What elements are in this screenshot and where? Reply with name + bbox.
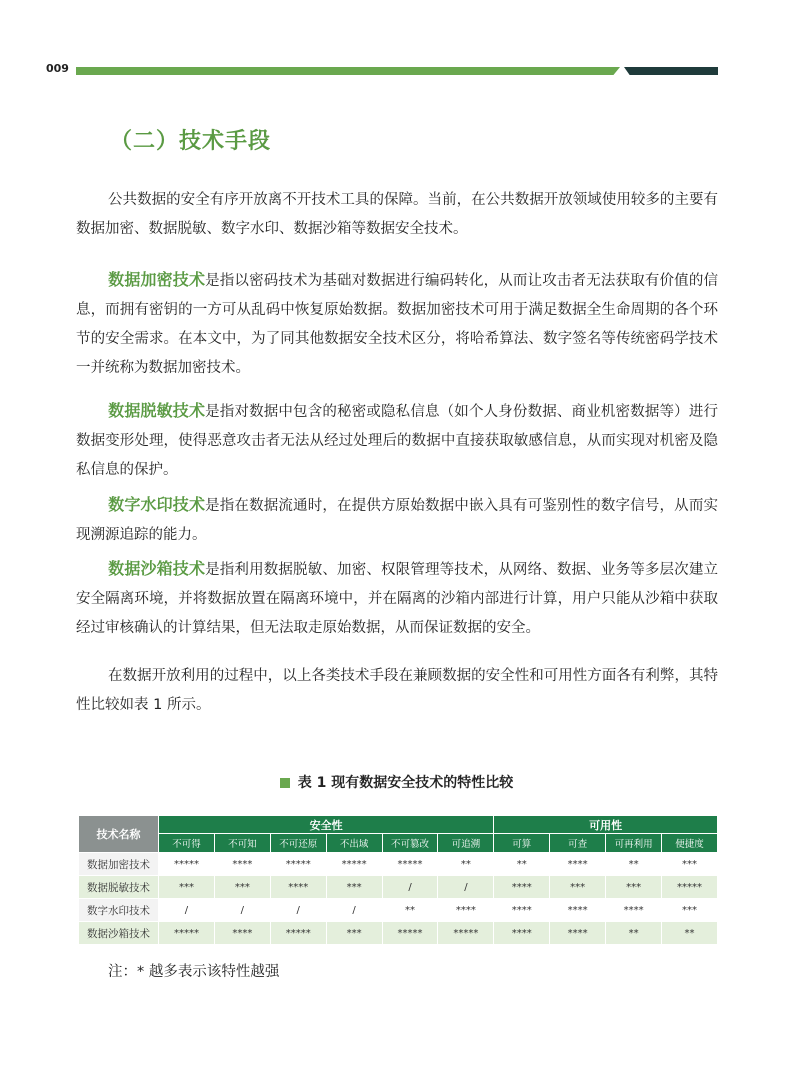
table-note: 注：* 越多表示该特性越强 [108, 964, 280, 980]
sub-header-row [79, 834, 718, 853]
rating-cell: *** [326, 876, 382, 899]
rating-cell: ***** [438, 922, 494, 945]
tech-paragraph-watermark [76, 490, 718, 550]
column-header: 可查 [550, 834, 606, 853]
tech-paragraph-encryption [76, 265, 718, 383]
column-header-name: 技术名称 [79, 816, 159, 853]
row-tech-name: 数据沙箱技术 [79, 922, 159, 945]
rating-cell: *** [662, 899, 718, 922]
rating-cell: ***** [382, 922, 438, 945]
rating-cell: ***** [159, 922, 215, 945]
rating-cell: **** [270, 876, 326, 899]
column-header: 便捷度 [662, 834, 718, 853]
table-body [79, 853, 718, 945]
table-caption [0, 772, 793, 792]
tech-description: 是指对数据中包含的秘密或隐私信息（如个人身份数据、商业机密数据等）进行数据变形处理，使得恶意攻击者无法从经过处理后的数据中直接获取敏感信息，从而实现对机密及隐私信息的保护。 [76, 404, 718, 478]
caption-square-icon [280, 778, 290, 788]
comparison-table [78, 815, 718, 945]
column-header: 可算 [494, 834, 550, 853]
column-header: 不可知 [214, 834, 270, 853]
column-header: 不可还原 [270, 834, 326, 853]
rating-cell: ** [606, 922, 662, 945]
rating-cell: **** [214, 853, 270, 876]
rating-cell: ** [606, 853, 662, 876]
rating-cell: **** [494, 922, 550, 945]
conclusion-paragraph [76, 662, 718, 720]
rating-cell: ***** [159, 853, 215, 876]
rating-cell: ** [662, 922, 718, 945]
rating-cell: ** [438, 853, 494, 876]
column-header: 不出域 [326, 834, 382, 853]
column-header: 不可得 [159, 834, 215, 853]
row-tech-name: 数据脱敏技术 [79, 876, 159, 899]
column-header: 可再利用 [606, 834, 662, 853]
column-header: 可追溯 [438, 834, 494, 853]
rating-cell: ***** [326, 853, 382, 876]
rating-cell: / [214, 899, 270, 922]
group-header-usability: 可用性 [494, 816, 718, 834]
table-row [79, 899, 718, 922]
row-tech-name: 数据加密技术 [79, 853, 159, 876]
rating-cell: ***** [270, 853, 326, 876]
header-bar-green [76, 67, 620, 75]
rating-cell: ***** [382, 853, 438, 876]
tech-keyword: 数据加密技术 [108, 270, 206, 289]
rating-cell: **** [494, 899, 550, 922]
rating-cell: *** [550, 876, 606, 899]
intro-text: 公共数据的安全有序开放离不开技术工具的保障。当前，在公共数据开放领域使用较多的主要有数据加密、数据脱敏、数字水印、数据沙箱等数据安全技术。 [76, 192, 718, 237]
rating-cell: / [326, 899, 382, 922]
rating-cell: / [438, 876, 494, 899]
table-row [79, 853, 718, 876]
rating-cell: / [382, 876, 438, 899]
column-header: 不可篡改 [382, 834, 438, 853]
table-row [79, 876, 718, 899]
rating-cell: *** [606, 876, 662, 899]
rating-cell: **** [550, 853, 606, 876]
rating-cell: *** [662, 853, 718, 876]
conclusion-text: 在数据开放利用的过程中，以上各类技术手段在兼顾数据的安全性和可用性方面各有利弊，其特性比较如表 1 所示。 [76, 668, 718, 713]
tech-description: 是指在数据流通时，在提供方原始数据中嵌入具有可鉴别性的数字信号，从而实现溯源追踪的能力。 [76, 498, 718, 543]
tech-description: 是指利用数据脱敏、加密、权限管理等技术，从网络、数据、业务等多层次建立安全隔离环境，并将数据放置在隔离环境中，并在隔离的沙箱内部进行计算，用户只能从沙箱中获取经过审核确认的计算结果，但无法取走原始数据，从而保证数据的安全。 [76, 562, 718, 636]
rating-cell: **** [214, 922, 270, 945]
rating-cell: *** [214, 876, 270, 899]
rating-cell: / [159, 899, 215, 922]
rating-cell: **** [438, 899, 494, 922]
rating-cell: ***** [662, 876, 718, 899]
rating-cell: ** [382, 899, 438, 922]
tech-keyword: 数字水印技术 [108, 495, 206, 514]
page-number: 009 [46, 62, 69, 75]
group-header-security: 安全性 [159, 816, 494, 834]
rating-cell: **** [550, 899, 606, 922]
header-bar-dark [624, 67, 718, 75]
rating-cell: *** [159, 876, 215, 899]
rating-cell: *** [326, 922, 382, 945]
rating-cell: ***** [270, 922, 326, 945]
rating-cell: / [270, 899, 326, 922]
section-title: （二）技术手段 [110, 129, 272, 154]
rating-cell: **** [606, 899, 662, 922]
rating-cell: **** [494, 876, 550, 899]
intro-paragraph [76, 186, 718, 244]
tech-paragraph-masking [76, 396, 718, 485]
row-tech-name: 数字水印技术 [79, 899, 159, 922]
table-caption-text: 表 1 现有数据安全技术的特性比较 [297, 775, 514, 791]
tech-description: 是指以密码技术为基础对数据进行编码转化，从而让攻击者无法获取有价值的信息，而拥有密钥的一方可从乱码中恢复原始数据。数据加密技术可用于满足数据全生命周期的各个环节的安全需求。在本文中，为了同其他数据安全技术区分，将哈希算法、数字签名等传统密码学技术一并统称为数据加密技术。 [76, 273, 718, 376]
rating-cell: ** [494, 853, 550, 876]
table-row [79, 922, 718, 945]
tech-keyword: 数据沙箱技术 [108, 559, 206, 578]
tech-keyword: 数据脱敏技术 [108, 401, 206, 420]
rating-cell: **** [550, 922, 606, 945]
tech-paragraph-sandbox [76, 554, 718, 643]
